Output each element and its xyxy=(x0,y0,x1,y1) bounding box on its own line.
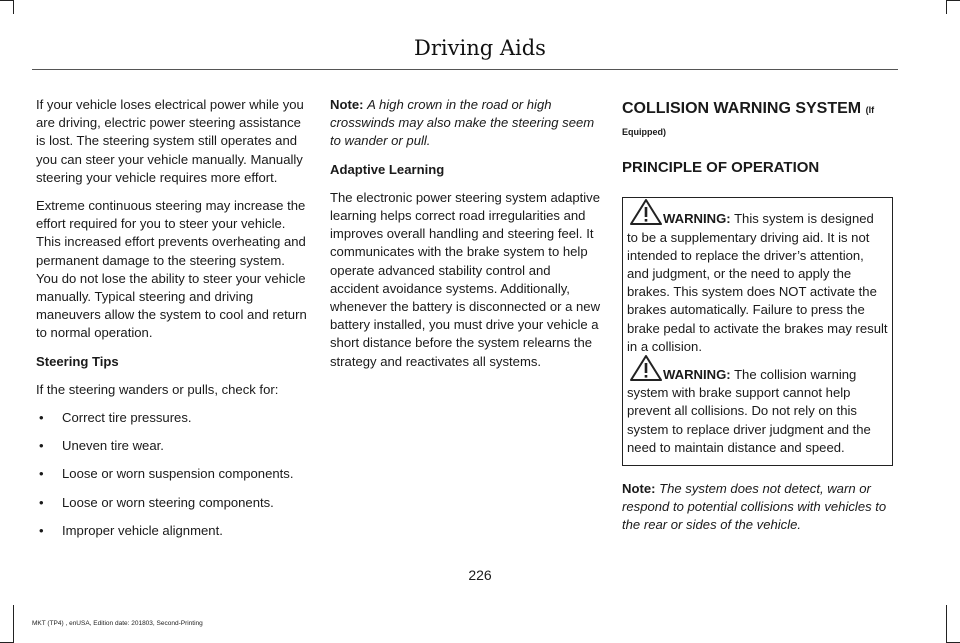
page-header-title: Driving Aids xyxy=(414,36,546,60)
warning-triangle-icon xyxy=(629,198,663,226)
paragraph-continuous-steering: Extreme continuous steering may increase the effort required for you to steer your vehicle. This increased effort prevents overheating and permanent damage to the steering system. You do not lose the ability to steer your vehicle manually. Typical steering and driving maneuvers allow the system to cool and return to normal operation. xyxy=(36,198,307,341)
crop-mark-top-left-h xyxy=(0,0,14,1)
note-detection-limits xyxy=(622,480,893,535)
paragraph-adaptive-learning: The electronic power steering system adaptive learning helps correct road irregularities and improves overall handling and steering feel. It communicates with the brake system to help operate advanced stability control and accident avoidance systems. Additionally, whenever the battery is disconnected or a new battery installed, you must drive your vehicle a short distance before the system relearns the strategy and reactivates all systems. xyxy=(330,189,601,369)
note-text: The system does not detect, warn or respond to potential collisions with vehicles to the rear or sides of the vehicle. xyxy=(622,481,887,533)
warning-label: WARNING: xyxy=(663,367,731,383)
crop-mark-bottom-right-v xyxy=(946,605,947,643)
list-item: • Correct tire pressures. xyxy=(36,409,308,427)
warning-text: This system is designed to be a supplementary driving aid. It is not intended to replace the driver’s attention, and judgment, or the need to apply the brakes. This system does NOT activate the brakes automatically. Failure to press the brake pedal to activate the brakes may result in a collision. xyxy=(627,211,888,354)
warning-supplementary xyxy=(627,210,888,356)
list-item: • Uneven tire wear. xyxy=(36,437,308,455)
crop-mark-top-right-h xyxy=(946,0,960,1)
column-right xyxy=(622,98,893,545)
section-title-collision-warning xyxy=(622,98,893,121)
crop-mark-bottom-left-v xyxy=(13,605,14,643)
footer-edition: MKT (TP4) , enUSA, Edition date: 201803, Second-Printing xyxy=(32,620,203,627)
crop-mark-top-left-v xyxy=(13,0,14,14)
warning-label: WARNING: xyxy=(663,211,731,227)
note-crosswinds xyxy=(330,96,602,151)
list-item: • Loose or worn suspension components. xyxy=(36,465,308,483)
subheading-adaptive-learning: Adaptive Learning xyxy=(330,161,445,177)
note-label: Note: xyxy=(330,97,364,112)
column-left xyxy=(36,96,308,550)
page-number: 226 xyxy=(468,567,492,583)
subheading-steering-tips: Steering Tips xyxy=(36,353,119,369)
section-title-if: (If xyxy=(865,105,875,115)
warning-brake-support xyxy=(627,366,888,457)
column-middle xyxy=(330,96,602,381)
note-label: Note: xyxy=(622,481,656,497)
steering-tips-list xyxy=(36,409,308,540)
warning-triangle-icon xyxy=(629,354,663,382)
crop-mark-top-right-v xyxy=(946,0,947,14)
steering-tips-intro: If the steering wanders or pulls, check for: xyxy=(36,381,279,397)
paragraph-power-loss: If your vehicle loses electrical power while you are driving, electric power steering assistance is lost. The steering system still operates and you can steer your vehicle manually. Manually steering your vehicle requires more effort. xyxy=(36,97,304,185)
section-title-equipped: Equipped) xyxy=(622,127,666,137)
note-text: A high crown in the road or high crosswinds may also make the steering seem to wander or pull. xyxy=(330,97,595,149)
list-item: • Loose or worn steering components. xyxy=(36,494,308,512)
warning-box xyxy=(622,197,893,466)
heading-principle-of-operation: PRINCIPLE OF OPERATION xyxy=(622,159,820,177)
section-title-text: COLLISION WARNING SYSTEM xyxy=(622,100,862,117)
header-divider xyxy=(32,69,898,70)
warning-text: The collision warning system with brake support cannot help prevent all collisions. Do not rely on this system to replace driver judgment and the need to maintain distance and speed. xyxy=(627,367,871,455)
list-item: • Improper vehicle alignment. xyxy=(36,522,308,540)
